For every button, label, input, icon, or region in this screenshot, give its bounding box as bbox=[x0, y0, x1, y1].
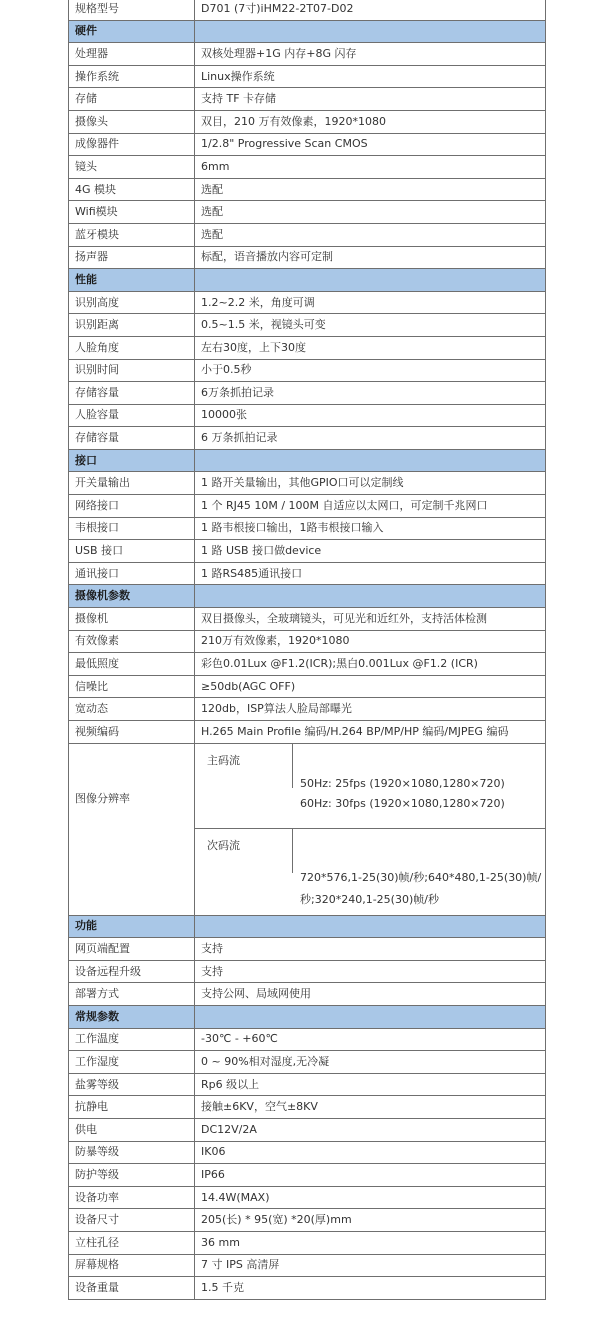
spec-label: 部署方式 bbox=[69, 983, 195, 1006]
spec-value: 1/2.8" Progressive Scan CMOS bbox=[195, 133, 546, 156]
section-title: 摄像机参数 bbox=[69, 585, 195, 608]
spec-label: 韦根接口 bbox=[69, 517, 195, 540]
spec-label: 网页端配置 bbox=[69, 938, 195, 961]
section-blank-cell bbox=[195, 585, 546, 608]
spec-row bbox=[69, 721, 546, 744]
spec-table bbox=[68, 0, 546, 1300]
spec-label: 存储 bbox=[69, 88, 195, 111]
spec-label: 设备重量 bbox=[69, 1277, 195, 1300]
spec-value: 双核处理器+1G 内存+8G 闪存 bbox=[195, 43, 546, 66]
spec-label: 视频编码 bbox=[69, 721, 195, 744]
section-title: 常规参数 bbox=[69, 1005, 195, 1028]
spec-label: 设备尺寸 bbox=[69, 1209, 195, 1232]
spec-value: 6mm bbox=[195, 156, 546, 179]
section-title: 功能 bbox=[69, 915, 195, 938]
spec-label: 识别距离 bbox=[69, 314, 195, 337]
section-blank-cell bbox=[195, 269, 546, 292]
spec-label: 人脸角度 bbox=[69, 336, 195, 359]
spec-value: 1 路韦根接口输出，1路韦根接口输入 bbox=[195, 517, 546, 540]
spec-label: 人脸容量 bbox=[69, 404, 195, 427]
spec-value: 接触±6KV，空气±8KV bbox=[195, 1096, 546, 1119]
resolution-cell bbox=[195, 743, 546, 915]
spec-label: 供电 bbox=[69, 1118, 195, 1141]
spec-label: 最低照度 bbox=[69, 653, 195, 676]
spec-value: 205(长) * 95(宽) *20(厚)mm bbox=[195, 1209, 546, 1232]
spec-row bbox=[69, 517, 546, 540]
spec-value: 10000张 bbox=[195, 404, 546, 427]
spec-label: 立柱孔径 bbox=[69, 1231, 195, 1254]
stream-spec-line: 秒;320*240,1-25(30)帧/秒 bbox=[300, 892, 439, 906]
spec-row bbox=[69, 983, 546, 1006]
spec-value: 彩色0.01Lux @F1.2(ICR);黑白0.001Lux @F1.2 (ICR) bbox=[195, 653, 546, 676]
spec-row bbox=[69, 43, 546, 66]
spec-label: 存储容量 bbox=[69, 427, 195, 450]
stream-specs bbox=[195, 829, 545, 911]
spec-label: 4G 模块 bbox=[69, 178, 195, 201]
stream-specs bbox=[195, 744, 545, 814]
spec-label: 扬声器 bbox=[69, 246, 195, 269]
spec-row bbox=[69, 1141, 546, 1164]
spec-value: 选配 bbox=[195, 178, 546, 201]
spec-label: USB 接口 bbox=[69, 540, 195, 563]
spec-row bbox=[69, 246, 546, 269]
spec-row bbox=[69, 110, 546, 133]
spec-value: 0 ~ 90%相对湿度,无冷凝 bbox=[195, 1051, 546, 1074]
spec-label: 规格型号 bbox=[69, 0, 195, 20]
spec-label: 识别时间 bbox=[69, 359, 195, 382]
section-header-row bbox=[69, 20, 546, 43]
spec-value: 支持公网、局域网使用 bbox=[195, 983, 546, 1006]
spec-row bbox=[69, 472, 546, 495]
stream-divider bbox=[292, 744, 293, 788]
spec-row bbox=[69, 1051, 546, 1074]
spec-value: IP66 bbox=[195, 1164, 546, 1187]
spec-value: 1 路开关量输出，其他GPIO口可以定制线 bbox=[195, 472, 546, 495]
spec-value: 1 个 RJ45 10M / 100M 自适应以太网口，可定制千兆网口 bbox=[195, 495, 546, 518]
spec-row bbox=[69, 1277, 546, 1300]
spec-value: 双目，210 万有效像素，1920*1080 bbox=[195, 110, 546, 133]
spec-value: 14.4W(MAX) bbox=[195, 1186, 546, 1209]
spec-value: Linux操作系统 bbox=[195, 65, 546, 88]
spec-row bbox=[69, 1231, 546, 1254]
spec-value: 支持 TF 卡存储 bbox=[195, 88, 546, 111]
spec-value: DC12V/2A bbox=[195, 1118, 546, 1141]
spec-label: 设备远程升级 bbox=[69, 960, 195, 983]
spec-value: 支持 bbox=[195, 960, 546, 983]
spec-label: 抗静电 bbox=[69, 1096, 195, 1119]
spec-value: 0.5~1.5 米，视镜头可变 bbox=[195, 314, 546, 337]
section-header-row bbox=[69, 915, 546, 938]
spec-row bbox=[69, 88, 546, 111]
spec-row bbox=[69, 675, 546, 698]
spec-row bbox=[69, 427, 546, 450]
section-blank-cell bbox=[195, 449, 546, 472]
spec-row bbox=[69, 1209, 546, 1232]
spec-label: 网络接口 bbox=[69, 495, 195, 518]
spec-value: -30℃ - +60℃ bbox=[195, 1028, 546, 1051]
spec-label: 有效像素 bbox=[69, 630, 195, 653]
stream-divider bbox=[292, 829, 293, 873]
spec-row bbox=[69, 201, 546, 224]
spec-row bbox=[69, 1186, 546, 1209]
section-header-row bbox=[69, 585, 546, 608]
spec-label: 信噪比 bbox=[69, 675, 195, 698]
spec-value: 选配 bbox=[195, 201, 546, 224]
section-header-row bbox=[69, 1005, 546, 1028]
section-blank-cell bbox=[195, 915, 546, 938]
spec-value: 6万条抓拍记录 bbox=[195, 382, 546, 405]
spec-label: 屏幕规格 bbox=[69, 1254, 195, 1277]
spec-label: 摄像机 bbox=[69, 608, 195, 631]
spec-row bbox=[69, 960, 546, 983]
spec-row bbox=[69, 223, 546, 246]
spec-row bbox=[69, 562, 546, 585]
spec-label: 设备功率 bbox=[69, 1186, 195, 1209]
spec-label: 成像器件 bbox=[69, 133, 195, 156]
spec-label: 开关量输出 bbox=[69, 472, 195, 495]
spec-value: IK06 bbox=[195, 1141, 546, 1164]
spec-value: 左右30度，上下30度 bbox=[195, 336, 546, 359]
spec-label: 工作温度 bbox=[69, 1028, 195, 1051]
stream-name: 主码流 bbox=[207, 753, 240, 767]
spec-row bbox=[69, 938, 546, 961]
spec-label: 存储容量 bbox=[69, 382, 195, 405]
spec-row bbox=[69, 1028, 546, 1051]
spec-value: 1.2~2.2 米，角度可调 bbox=[195, 291, 546, 314]
spec-row bbox=[69, 630, 546, 653]
spec-value: ≥50db(AGC OFF) bbox=[195, 675, 546, 698]
spec-label: 操作系统 bbox=[69, 65, 195, 88]
stream-name: 次码流 bbox=[207, 838, 240, 852]
section-title: 硬件 bbox=[69, 20, 195, 43]
spec-label: 蓝牙模块 bbox=[69, 223, 195, 246]
spec-row bbox=[69, 314, 546, 337]
spec-label: 通讯接口 bbox=[69, 562, 195, 585]
spec-row bbox=[69, 540, 546, 563]
spec-label: 防暴等级 bbox=[69, 1141, 195, 1164]
spec-value: 标配，语音播放内容可定制 bbox=[195, 246, 546, 269]
section-header-row bbox=[69, 449, 546, 472]
section-header-row bbox=[69, 269, 546, 292]
spec-row bbox=[69, 495, 546, 518]
main-stream-block bbox=[195, 744, 545, 829]
spec-row bbox=[69, 359, 546, 382]
spec-row bbox=[69, 0, 546, 20]
stream-spec-line: 50Hz: 25fps (1920×1080,1280×720) bbox=[300, 776, 505, 790]
sub-stream-block bbox=[195, 829, 545, 915]
section-title: 接口 bbox=[69, 449, 195, 472]
spec-value: Rp6 级以上 bbox=[195, 1073, 546, 1096]
spec-row bbox=[69, 178, 546, 201]
spec-label: 防护等级 bbox=[69, 1164, 195, 1187]
spec-value: 1.5 千克 bbox=[195, 1277, 546, 1300]
spec-row bbox=[69, 1096, 546, 1119]
spec-value: D701 (7寸)iHM22-2T07-D02 bbox=[195, 0, 546, 20]
spec-row bbox=[69, 1073, 546, 1096]
spec-row bbox=[69, 133, 546, 156]
spec-label: 宽动态 bbox=[69, 698, 195, 721]
spec-row bbox=[69, 65, 546, 88]
stream-spec-line: 720*576,1-25(30)帧/秒;640*480,1-25(30)帧/ bbox=[300, 870, 542, 884]
spec-label: 识别高度 bbox=[69, 291, 195, 314]
stream-spec-line: 60Hz: 30fps (1920×1080,1280×720) bbox=[300, 796, 505, 810]
spec-row bbox=[69, 653, 546, 676]
spec-label: 摄像头 bbox=[69, 110, 195, 133]
spec-row bbox=[69, 608, 546, 631]
spec-value: 210万有效像素，1920*1080 bbox=[195, 630, 546, 653]
spec-row bbox=[69, 291, 546, 314]
spec-value: 选配 bbox=[195, 223, 546, 246]
spec-value: 小于0.5秒 bbox=[195, 359, 546, 382]
spec-row bbox=[69, 404, 546, 427]
spec-table-body bbox=[69, 0, 546, 1299]
spec-value: 1 路 USB 接口做device bbox=[195, 540, 546, 563]
spec-value: H.265 Main Profile 编码/H.264 BP/MP/HP 编码/MJPEG 编码 bbox=[195, 721, 546, 744]
spec-row bbox=[69, 1164, 546, 1187]
spec-row bbox=[69, 156, 546, 179]
spec-row bbox=[69, 1254, 546, 1277]
spec-label: 工作湿度 bbox=[69, 1051, 195, 1074]
spec-label: 盐雾等级 bbox=[69, 1073, 195, 1096]
spec-value: 双目摄像头，全玻璃镜头，可见光和近红外，支持活体检测 bbox=[195, 608, 546, 631]
spec-value: 支持 bbox=[195, 938, 546, 961]
spec-value: 6 万条抓拍记录 bbox=[195, 427, 546, 450]
spec-label: 图像分辨率 bbox=[69, 743, 195, 915]
spec-label: 处理器 bbox=[69, 43, 195, 66]
spec-row bbox=[69, 336, 546, 359]
spec-row bbox=[69, 698, 546, 721]
section-blank-cell bbox=[195, 20, 546, 43]
spec-row bbox=[69, 1118, 546, 1141]
spec-row bbox=[69, 382, 546, 405]
spec-value: 7 寸 IPS 高清屏 bbox=[195, 1254, 546, 1277]
spec-row-resolution bbox=[69, 743, 546, 915]
section-blank-cell bbox=[195, 1005, 546, 1028]
spec-value: 1 路RS485通讯接口 bbox=[195, 562, 546, 585]
spec-value: 120db，ISP算法人脸局部曝光 bbox=[195, 698, 546, 721]
section-title: 性能 bbox=[69, 269, 195, 292]
spec-label: 镜头 bbox=[69, 156, 195, 179]
spec-label: Wifi模块 bbox=[69, 201, 195, 224]
spec-value: 36 mm bbox=[195, 1231, 546, 1254]
